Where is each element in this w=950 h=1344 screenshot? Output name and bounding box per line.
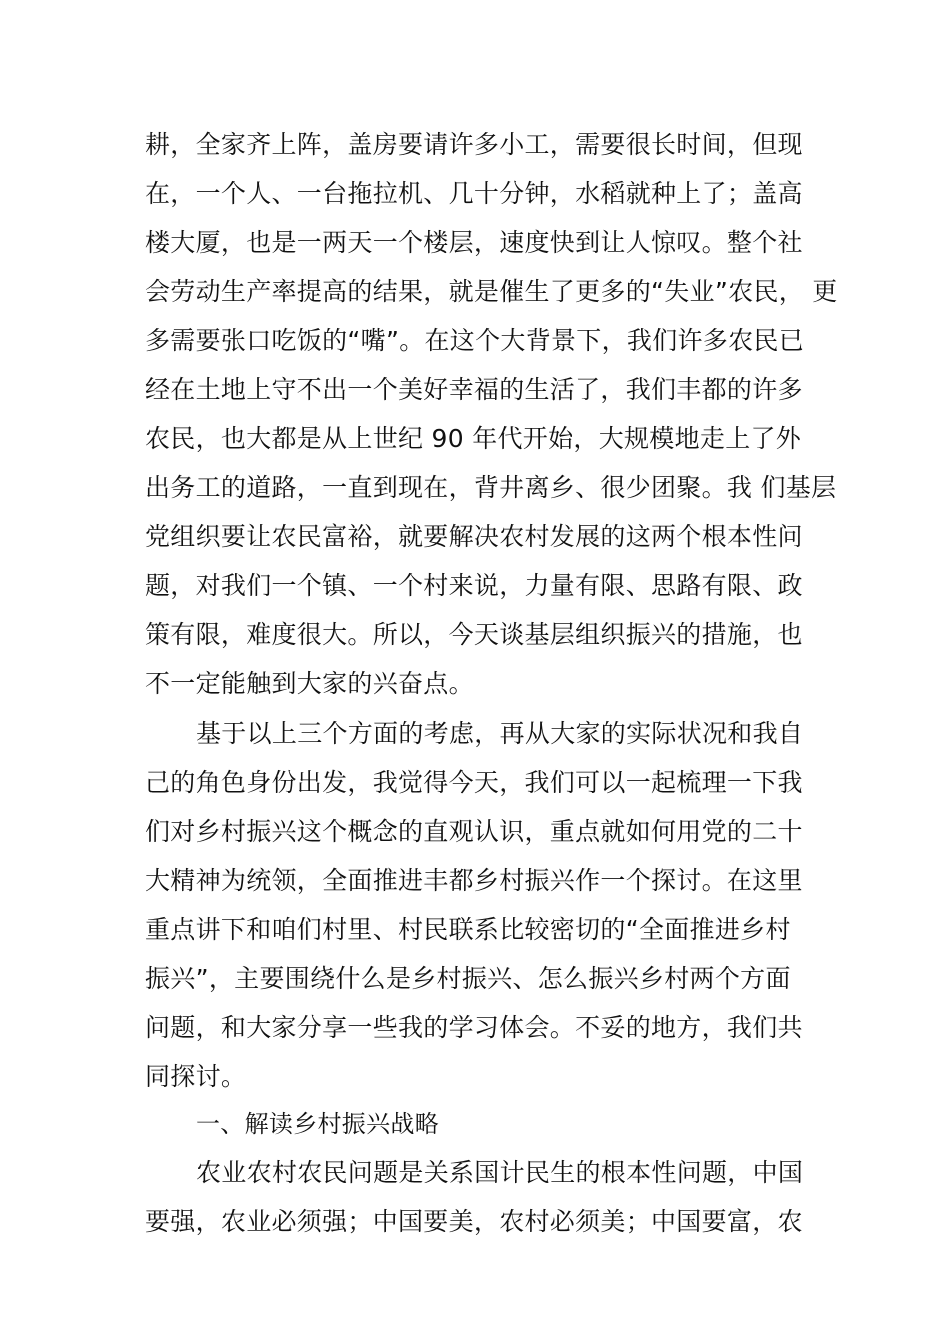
- paragraph-first-line: 基于以上三个方面的考虑，再从大家的实际状况和我自: [196, 719, 804, 748]
- paragraph-first-line: 农业农村农民问题是关系国计民生的根本性问题，中国: [196, 1158, 804, 1187]
- text-line: 在，一个人、一台拖拉机、几十分钟，水稻就种上了；盖高: [145, 179, 803, 208]
- section-heading: 一、解读乡村振兴战略: [196, 1110, 439, 1138]
- text-line: 己的角色身份出发，我觉得今天，我们可以一起梳理一下我: [145, 768, 803, 797]
- text-line: 振兴”，主要围绕什么是乡村振兴、怎么振兴乡村两个方面: [145, 964, 791, 993]
- text-line: 楼大厦，也是一两天一个楼层，速度快到让人惊叹。整个社: [145, 228, 803, 257]
- text-line: 题，对我们一个镇、一个村来说，力量有限、思路有限、政: [145, 571, 803, 600]
- text-line: 会劳动生产率提高的结果，就是催生了更多的“失业”农民， 更: [145, 277, 838, 306]
- text-line: 们对乡村振兴这个概念的直观认识，重点就如何用党的二十: [145, 817, 803, 846]
- text-line: 经在土地上守不出一个美好幸福的生活了，我们丰都的许多: [145, 375, 803, 404]
- text-line: 不一定能触到大家的兴奋点。: [145, 669, 474, 698]
- text-line: 农民，也大都是从上世纪 90 年代开始，大规模地走上了外: [145, 424, 802, 453]
- text-line: 耕，全家齐上阵，盖房要请许多小工，需要很长时间，但现: [145, 130, 803, 159]
- text-line: 策有限，难度很大。所以，今天谈基层组织振兴的措施，也: [145, 620, 803, 649]
- text-line: 出务工的道路，一直到现在，背井离乡、很少团聚。我 们基层: [145, 473, 837, 502]
- text-line: 要强，农业必须强；中国要美，农村必须美；中国要富，农: [145, 1207, 803, 1236]
- text-line: 多需要张口吃饭的“嘴”。在这个大背景下，我们许多农民已: [145, 326, 805, 355]
- text-line: 问题，和大家分享一些我的学习体会。不妥的地方，我们共: [145, 1013, 803, 1042]
- text-line: 大精神为统领，全面推进丰都乡村振兴作一个探讨。在这里: [145, 866, 803, 895]
- text-line: 重点讲下和咱们村里、村民联系比较密切的“全面推进乡村: [145, 915, 791, 944]
- text-line: 党组织要让农民富裕，就要解决农村发展的这两个根本性问: [145, 522, 803, 551]
- text-line: 同探讨。: [145, 1062, 247, 1091]
